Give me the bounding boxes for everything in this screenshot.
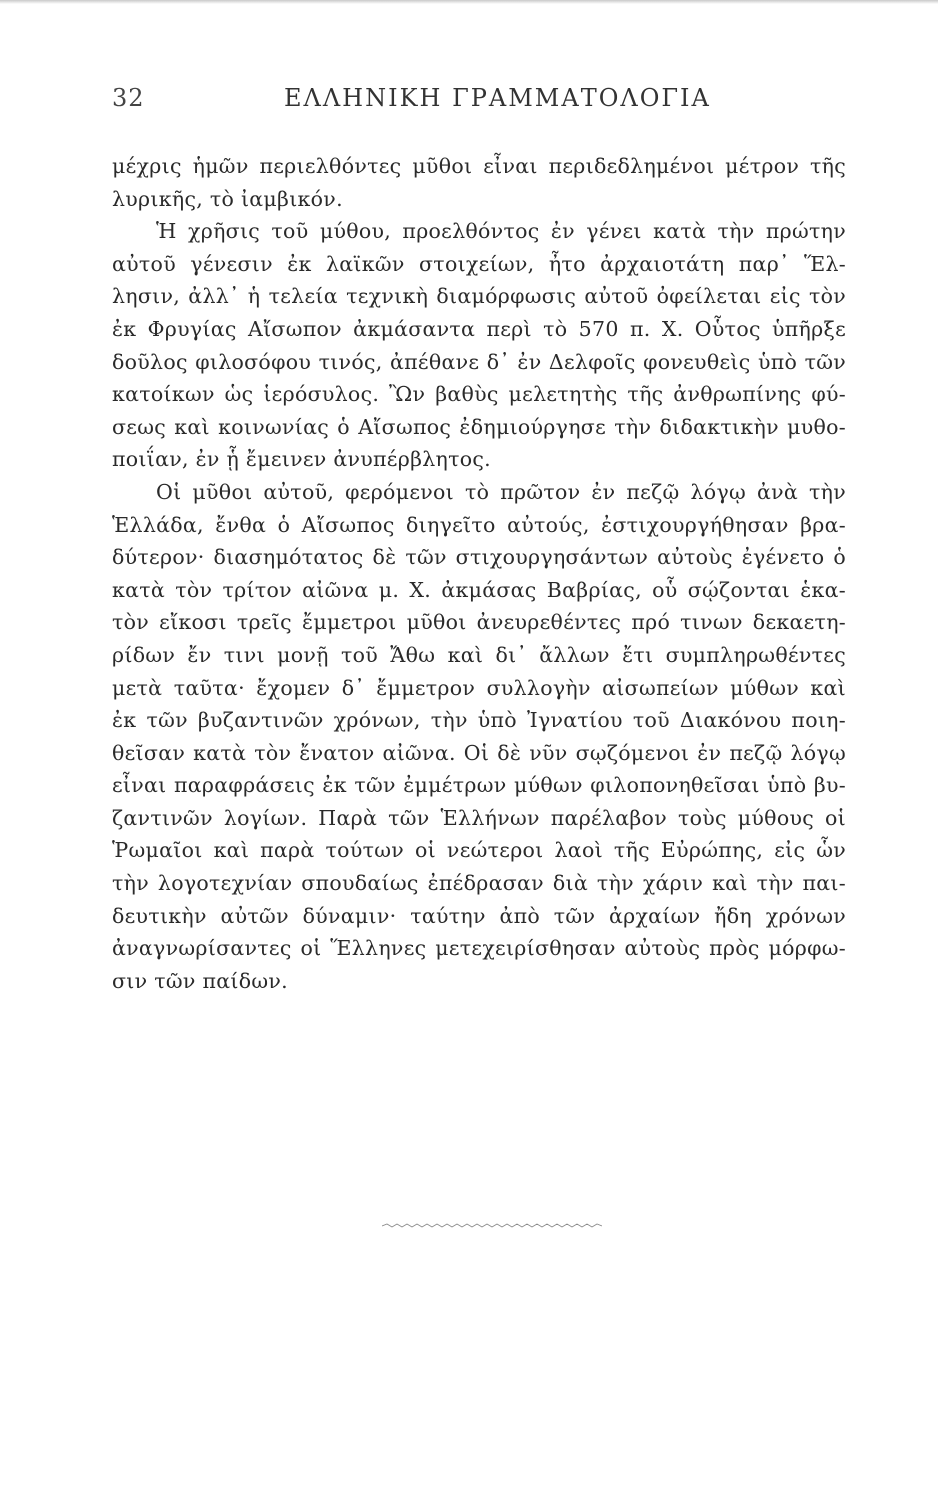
text-line: δύτερον· διασημότατος δὲ τῶν στιχουργησάντων αὐτοὺς ἐγένετο ὁ <box>112 545 846 570</box>
page-header <box>112 84 847 116</box>
body-text <box>112 150 846 997</box>
text-line: Ῥωμαῖοι καὶ παρὰ τούτων οἱ νεώτεροι λαοὶ τῆς Εὐρώπης, εἰς ὧν <box>112 838 846 863</box>
text-line: ρίδων ἔν τινι μονῇ τοῦ Ἄθω καὶ δι᾽ ἄλλων ἔτι συμπληρωθέντες <box>112 642 846 667</box>
text-line: ζαντινῶν λογίων. Παρὰ τῶν Ἑλλήνων παρέλαβον τοὺς μύθους οἱ <box>112 805 846 830</box>
text-line: σιν τῶν παίδων. <box>112 968 288 993</box>
text-line: εἶναι παραφράσεις ἐκ τῶν ἐμμέτρων μύθων φιλοπονηθεῖσαι ὑπὸ βυ- <box>112 773 846 798</box>
text-line: αὐτοῦ γένεσιν ἐκ λαϊκῶν στοιχείων, ἦτο ἀρχαιοτάτη παρ᾽ Ἕλ- <box>112 251 846 276</box>
text-line: ἐκ Φρυγίας Αἴσωπον ἀκμάσαντα περὶ τὸ 570 π. Χ. Οὗτος ὑπῆρξε <box>112 316 846 341</box>
text-line: Ἑλλάδα, ἔνθα ὁ Αἴσωπος διηγεῖτο αὐτούς, ἐστιχουργήθησαν βρα- <box>112 512 846 537</box>
text-line: λησιν, ἀλλ᾽ ἡ τελεία τεχνικὴ διαμόρφωσις αὐτοῦ ὀφείλεται εἰς τὸν <box>112 284 846 309</box>
text-line: ἀναγνωρίσαντες οἱ Ἕλληνες μετεχειρίσθησαν αὐτοὺς πρὸς μόρφω- <box>112 936 846 961</box>
text-line: μέχρις ἡμῶν περιελθόντες μῦθοι εἶναι περιδεδλημένοι μέτρον τῆς <box>112 154 846 178</box>
text-line: μετὰ ταῦτα· ἔχομεν δ᾽ ἔμμετρον συλλογὴν αἰσωπείων μύθων καὶ <box>112 675 846 700</box>
text-line: ἐκ τῶν βυζαντινῶν χρόνων, τὴν ὑπὸ Ἰγνατίου τοῦ Διακόνου ποιη- <box>112 708 846 733</box>
paragraph-first-line: Ἡ χρῆσις τοῦ μύθου, προελθόντος ἐν γένει κατὰ τὴν πρώτην <box>156 219 846 244</box>
text-line: ποιΐαν, ἐν ᾗ ἔμεινεν ἀνυπέρβλητος. <box>112 447 491 472</box>
text-line: σεως καὶ κοινωνίας ὁ Αἴσωπος ἐδημιούργησε τὴν διδακτικὴν μυθο- <box>112 414 846 439</box>
text-line: δευτικὴν αὐτῶν δύναμιν· ταύτην ἀπὸ τῶν ἀρχαίων ἤδη χρόνων <box>112 903 846 928</box>
text-line: κατοίκων ὡς ἱερόσυλος. Ὢν βαθὺς μελετητὴς τῆς ἀνθρωπίνης φύ- <box>112 382 846 407</box>
text-line: κατὰ τὸν τρίτον αἰῶνα μ. Χ. ἀκμάσας Βαβρίας, οὗ σῴζονται ἑκα- <box>112 577 846 602</box>
decorative-separator <box>382 1222 602 1230</box>
text-line: τὸν εἴκοσι τρεῖς ἔμμετροι μῦθοι ἀνευρεθέντες πρό τινων δεκαετη- <box>112 610 846 635</box>
paragraph-first-line: Οἱ μῦθοι αὐτοῦ, φερόμενοι τὸ πρῶτον ἐν πεζῷ λόγῳ ἀνὰ τὴν <box>156 479 846 504</box>
page-number: 32 <box>112 84 145 112</box>
text-line: δοῦλος φιλοσόφου τινός, ἀπέθανε δ᾽ ἐν Δελφοῖς φονευθεὶς ὑπὸ τῶν <box>112 349 846 374</box>
top-edge-shadow <box>0 0 938 4</box>
text-line: λυρικῆς, τὸ ἰαμβικόν. <box>112 186 343 211</box>
text-line: τὴν λογοτεχνίαν σπουδαίως ἐπέδρασαν διὰ τὴν χάριν καὶ τὴν παι- <box>112 871 846 896</box>
running-title: ΕΛΛΗΝΙΚΗ ΓΡΑΜΜΑΤΟΛΟΓΙΑ <box>284 84 711 112</box>
text-line: θεῖσαν κατὰ τὸν ἔνατον αἰῶνα. Οἱ δὲ νῦν σῳζόμενοι ἐν πεζῷ λόγῳ <box>112 740 846 765</box>
